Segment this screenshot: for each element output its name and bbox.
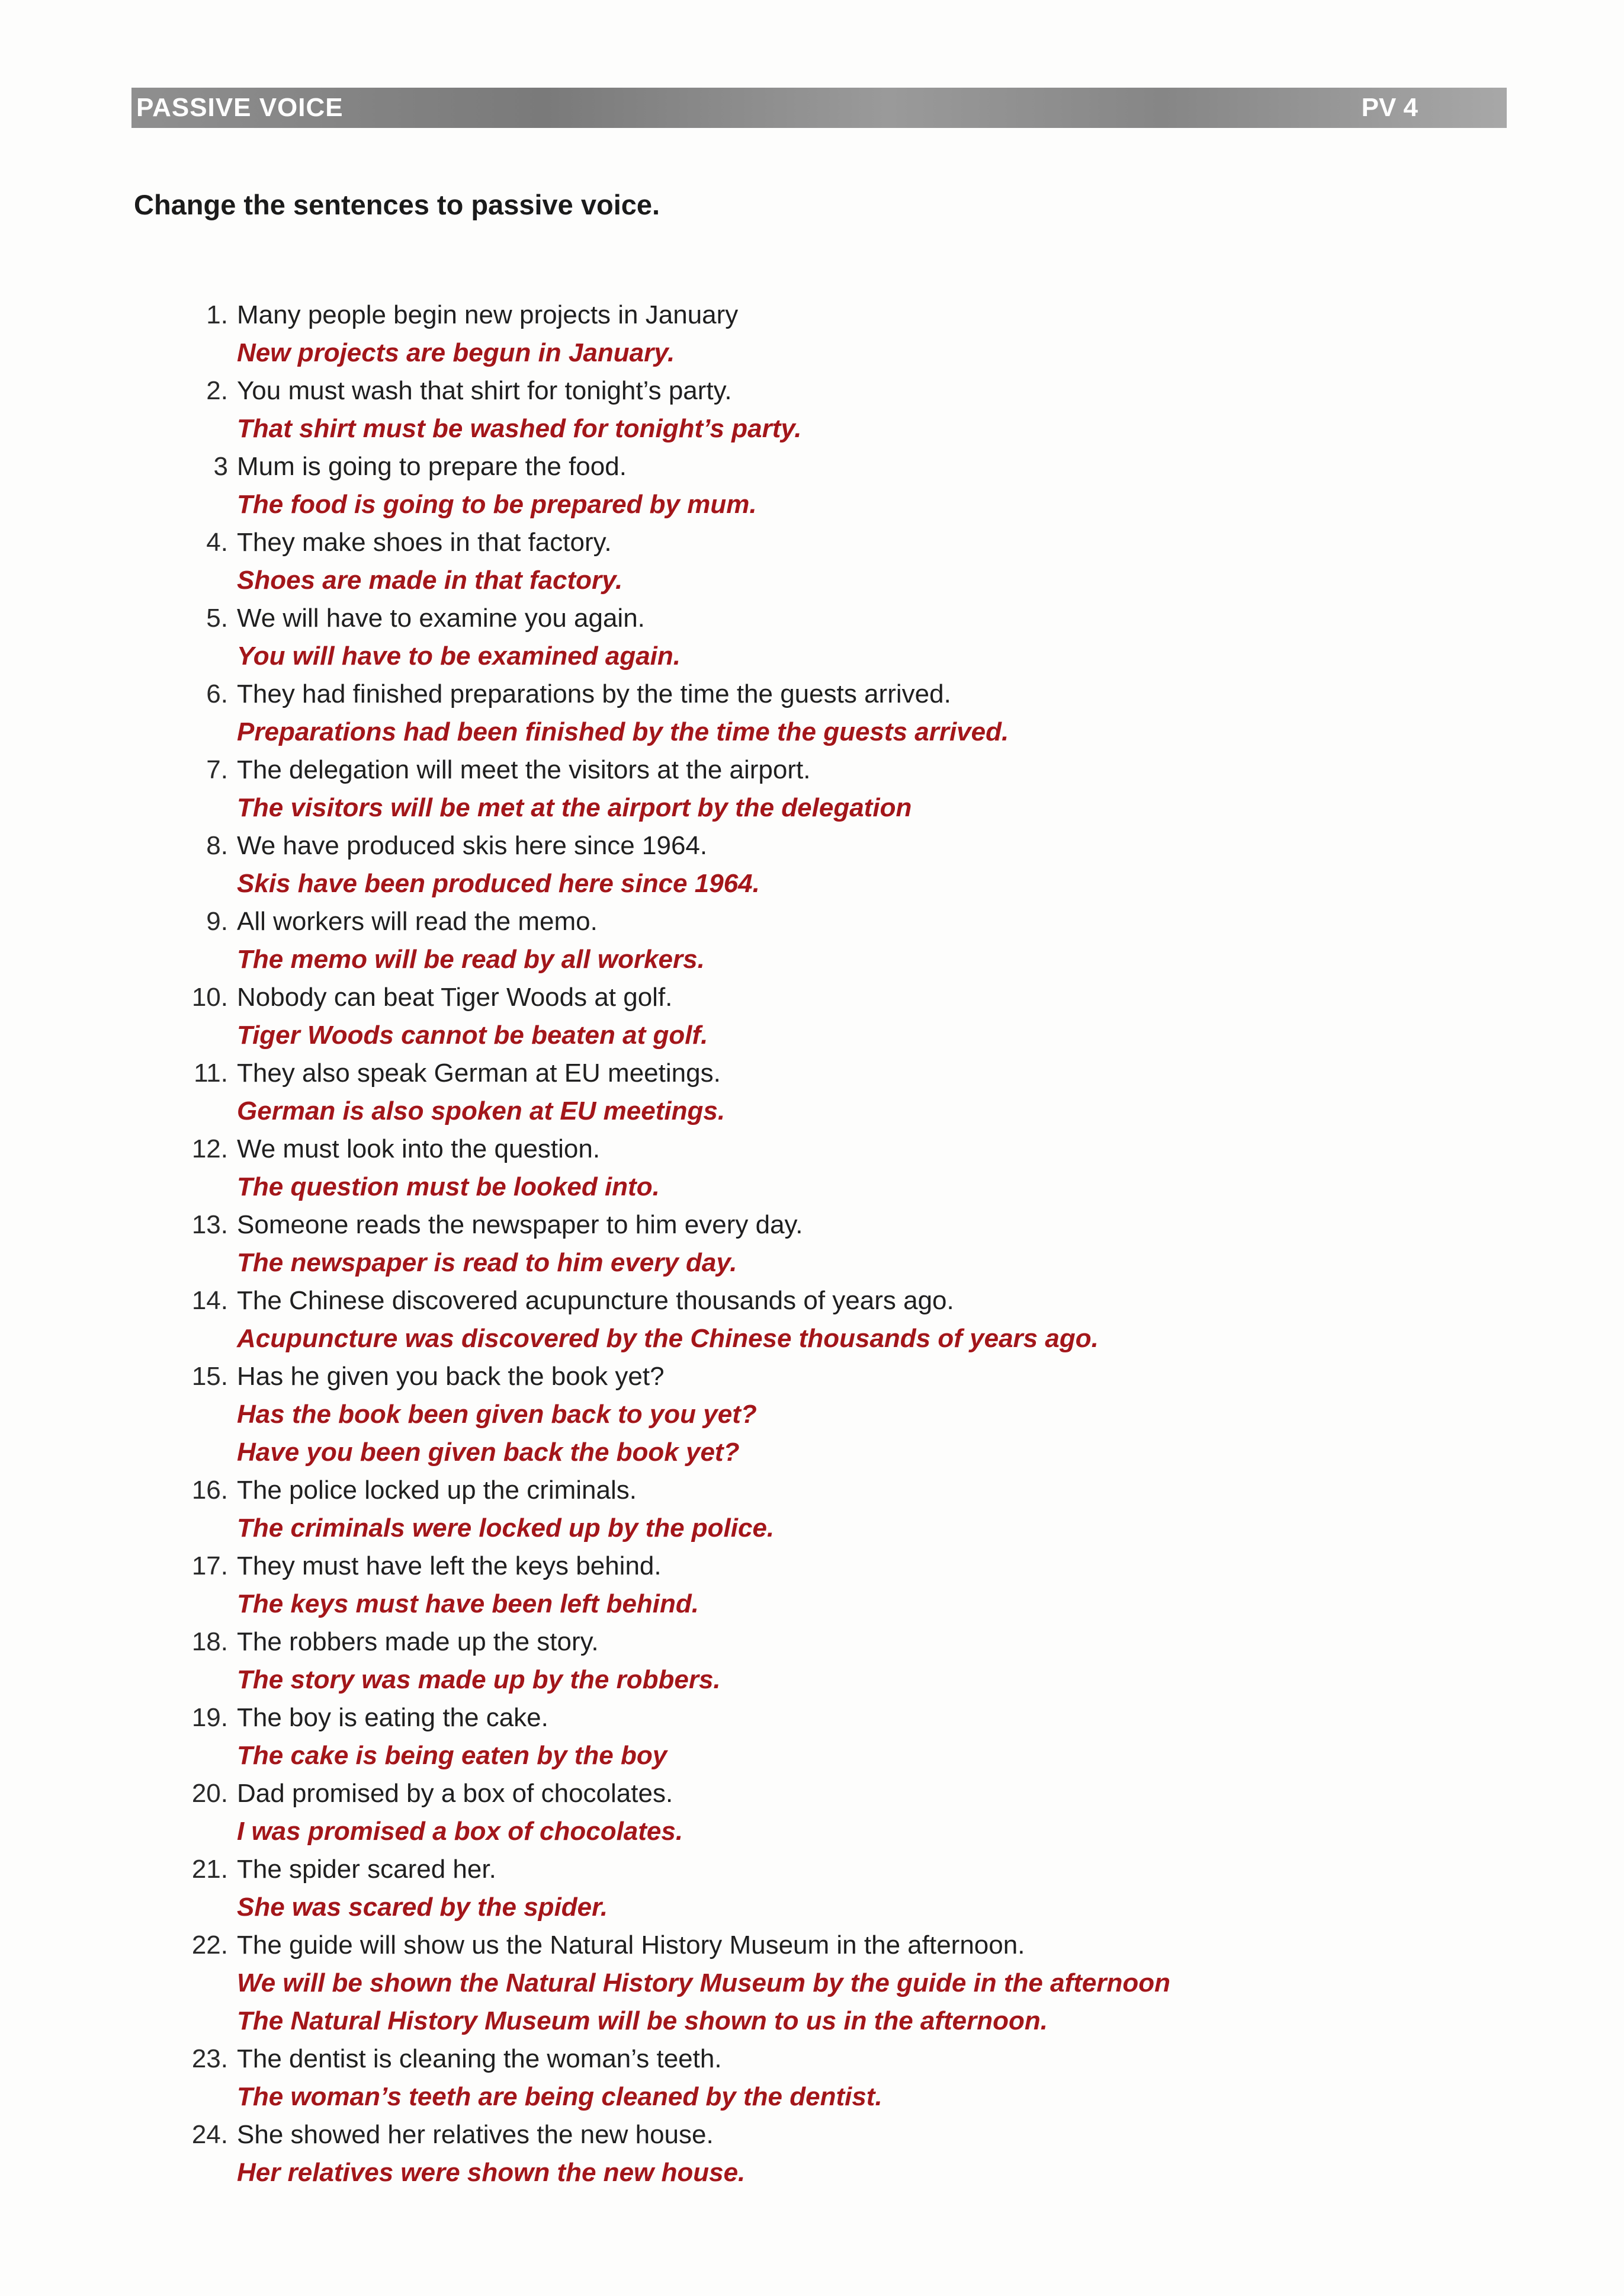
exercise-item — [172, 1471, 1475, 1547]
original-sentence: We have produced skis here since 1964. — [237, 831, 708, 860]
passive-answer: I was promised a box of chocolates. — [237, 1817, 683, 1846]
passive-answer: The criminals were locked up by the police. — [237, 1513, 775, 1543]
exercise-item — [172, 1358, 1475, 1471]
exercise-item — [172, 1054, 1475, 1130]
exercise-item — [172, 1130, 1475, 1206]
original-sentence: They had finished preparations by the time the guests arrived. — [237, 679, 951, 708]
original-sentence: You must wash that shirt for tonight’s party. — [237, 376, 732, 405]
instruction-text: Change the sentences to passive voice. — [134, 189, 660, 220]
passive-answer: She was scared by the spider. — [237, 1893, 608, 1922]
exercise-item — [172, 372, 1475, 448]
passive-answer: Have you been given back the book yet? — [237, 1438, 740, 1467]
original-sentence: The robbers made up the story. — [237, 1627, 599, 1656]
passive-answer: The newspaper is read to him every day. — [237, 1248, 737, 1277]
passive-answer: Tiger Woods cannot be beaten at golf. — [237, 1021, 708, 1050]
original-sentence: We must look into the question. — [237, 1134, 601, 1163]
passive-answer: Shoes are made in that factory. — [237, 566, 623, 595]
exercise-item — [172, 1775, 1475, 1851]
item-number: 5. — [206, 604, 228, 633]
item-number: 1. — [206, 300, 228, 329]
original-sentence: Mum is going to prepare the food. — [237, 452, 627, 481]
passive-answer: Has the book been given back to you yet? — [237, 1400, 757, 1429]
item-number: 14. — [191, 1286, 228, 1315]
passive-answer: Skis have been produced here since 1964. — [237, 869, 760, 898]
exercise-item — [172, 296, 1475, 372]
exercise-item — [172, 827, 1475, 903]
original-sentence: The delegation will meet the visitors at the airport. — [237, 755, 811, 784]
passive-answer: Acupuncture was discovered by the Chinese thousands of years ago. — [237, 1324, 1099, 1353]
exercise-item — [172, 524, 1475, 599]
passive-answer: New projects are begun in January. — [237, 338, 675, 367]
passive-answer: The question must be looked into. — [237, 1172, 660, 1201]
item-number: 16. — [191, 1476, 228, 1505]
original-sentence: We will have to examine you again. — [237, 604, 645, 633]
item-number: 18. — [191, 1627, 228, 1656]
item-number: 13. — [191, 1210, 228, 1239]
passive-answer: The visitors will be met at the airport by the delegation — [237, 793, 912, 822]
passive-answer: German is also spoken at EU meetings. — [237, 1096, 726, 1125]
item-number: 10. — [191, 983, 228, 1012]
original-sentence: She showed her relatives the new house. — [237, 2120, 714, 2149]
item-number: 15. — [191, 1362, 228, 1391]
exercise-item — [172, 2116, 1475, 2192]
passive-answer: We will be shown the Natural History Museum by the guide in the afternoon — [237, 1968, 1171, 1997]
exercise-item — [172, 751, 1475, 827]
item-number: 17. — [191, 1551, 228, 1580]
original-sentence: The spider scared her. — [237, 1855, 496, 1884]
item-number: 20. — [191, 1779, 228, 1808]
original-sentence: Many people begin new projects in January — [237, 300, 739, 329]
exercise-item — [172, 1282, 1475, 1358]
header-bar — [131, 88, 1507, 128]
exercise-item — [172, 1547, 1475, 1623]
passive-answer: Preparations had been finished by the time the guests arrived. — [237, 717, 1009, 746]
original-sentence: The guide will show us the Natural History Museum in the afternoon. — [237, 1931, 1025, 1960]
exercise-item — [172, 1699, 1475, 1775]
item-number: 12. — [191, 1134, 228, 1163]
original-sentence: The dentist is cleaning the woman’s teeth. — [237, 2044, 722, 2073]
item-number: 3 — [213, 452, 228, 481]
passive-answer: The memo will be read by all workers. — [237, 945, 705, 974]
header-title: PASSIVE VOICE — [136, 93, 344, 122]
original-sentence: The boy is eating the cake. — [237, 1703, 548, 1732]
exercise-item — [172, 2040, 1475, 2116]
exercise-item — [172, 675, 1475, 751]
exercise-item — [172, 1851, 1475, 1926]
item-number: 19. — [191, 1703, 228, 1732]
passive-answer: The Natural History Museum will be shown to us in the afternoon. — [237, 2006, 1048, 2035]
original-sentence: Dad promised by a box of chocolates. — [237, 1779, 673, 1808]
original-sentence: The Chinese discovered acupuncture thousands of years ago. — [237, 1286, 954, 1315]
item-number: 8. — [206, 831, 228, 860]
passive-answer: The woman’s teeth are being cleaned by the dentist. — [237, 2082, 882, 2111]
item-number: 11. — [194, 1059, 228, 1088]
exercise-item — [172, 448, 1475, 524]
exercise-item — [172, 599, 1475, 675]
item-number: 22. — [191, 1931, 228, 1960]
original-sentence: Nobody can beat Tiger Woods at golf. — [237, 983, 673, 1012]
passive-answer: The keys must have been left behind. — [237, 1589, 699, 1618]
item-number: 2. — [206, 376, 228, 405]
original-sentence: The police locked up the criminals. — [237, 1476, 637, 1505]
item-number: 7. — [206, 755, 228, 784]
passive-answer: You will have to be examined again. — [237, 642, 681, 671]
item-number: 6. — [206, 679, 228, 708]
original-sentence: Someone reads the newspaper to him every day. — [237, 1210, 803, 1239]
exercise-list — [172, 296, 1475, 2192]
item-number: 4. — [206, 528, 228, 557]
original-sentence: All workers will read the memo. — [237, 907, 598, 936]
exercise-item — [172, 1206, 1475, 1282]
passive-answer: Her relatives were shown the new house. — [237, 2158, 746, 2187]
exercise-item — [172, 979, 1475, 1054]
item-number: 9. — [206, 907, 228, 936]
passive-answer: That shirt must be washed for tonight’s party. — [237, 414, 802, 443]
item-number: 23. — [191, 2044, 228, 2073]
original-sentence: They also speak German at EU meetings. — [237, 1059, 721, 1088]
exercise-item — [172, 1623, 1475, 1699]
header-code: PV 4 — [1361, 93, 1418, 122]
passive-answer: The story was made up by the robbers. — [237, 1665, 721, 1694]
item-number: 24. — [191, 2120, 228, 2149]
original-sentence: They must have left the keys behind. — [237, 1551, 662, 1580]
exercise-item — [172, 1926, 1475, 2040]
original-sentence: They make shoes in that factory. — [237, 528, 612, 557]
passive-answer: The food is going to be prepared by mum. — [237, 490, 757, 519]
passive-answer: The cake is being eaten by the boy — [237, 1741, 667, 1770]
item-number: 21. — [191, 1855, 228, 1884]
exercise-item — [172, 903, 1475, 979]
original-sentence: Has he given you back the book yet? — [237, 1362, 665, 1391]
